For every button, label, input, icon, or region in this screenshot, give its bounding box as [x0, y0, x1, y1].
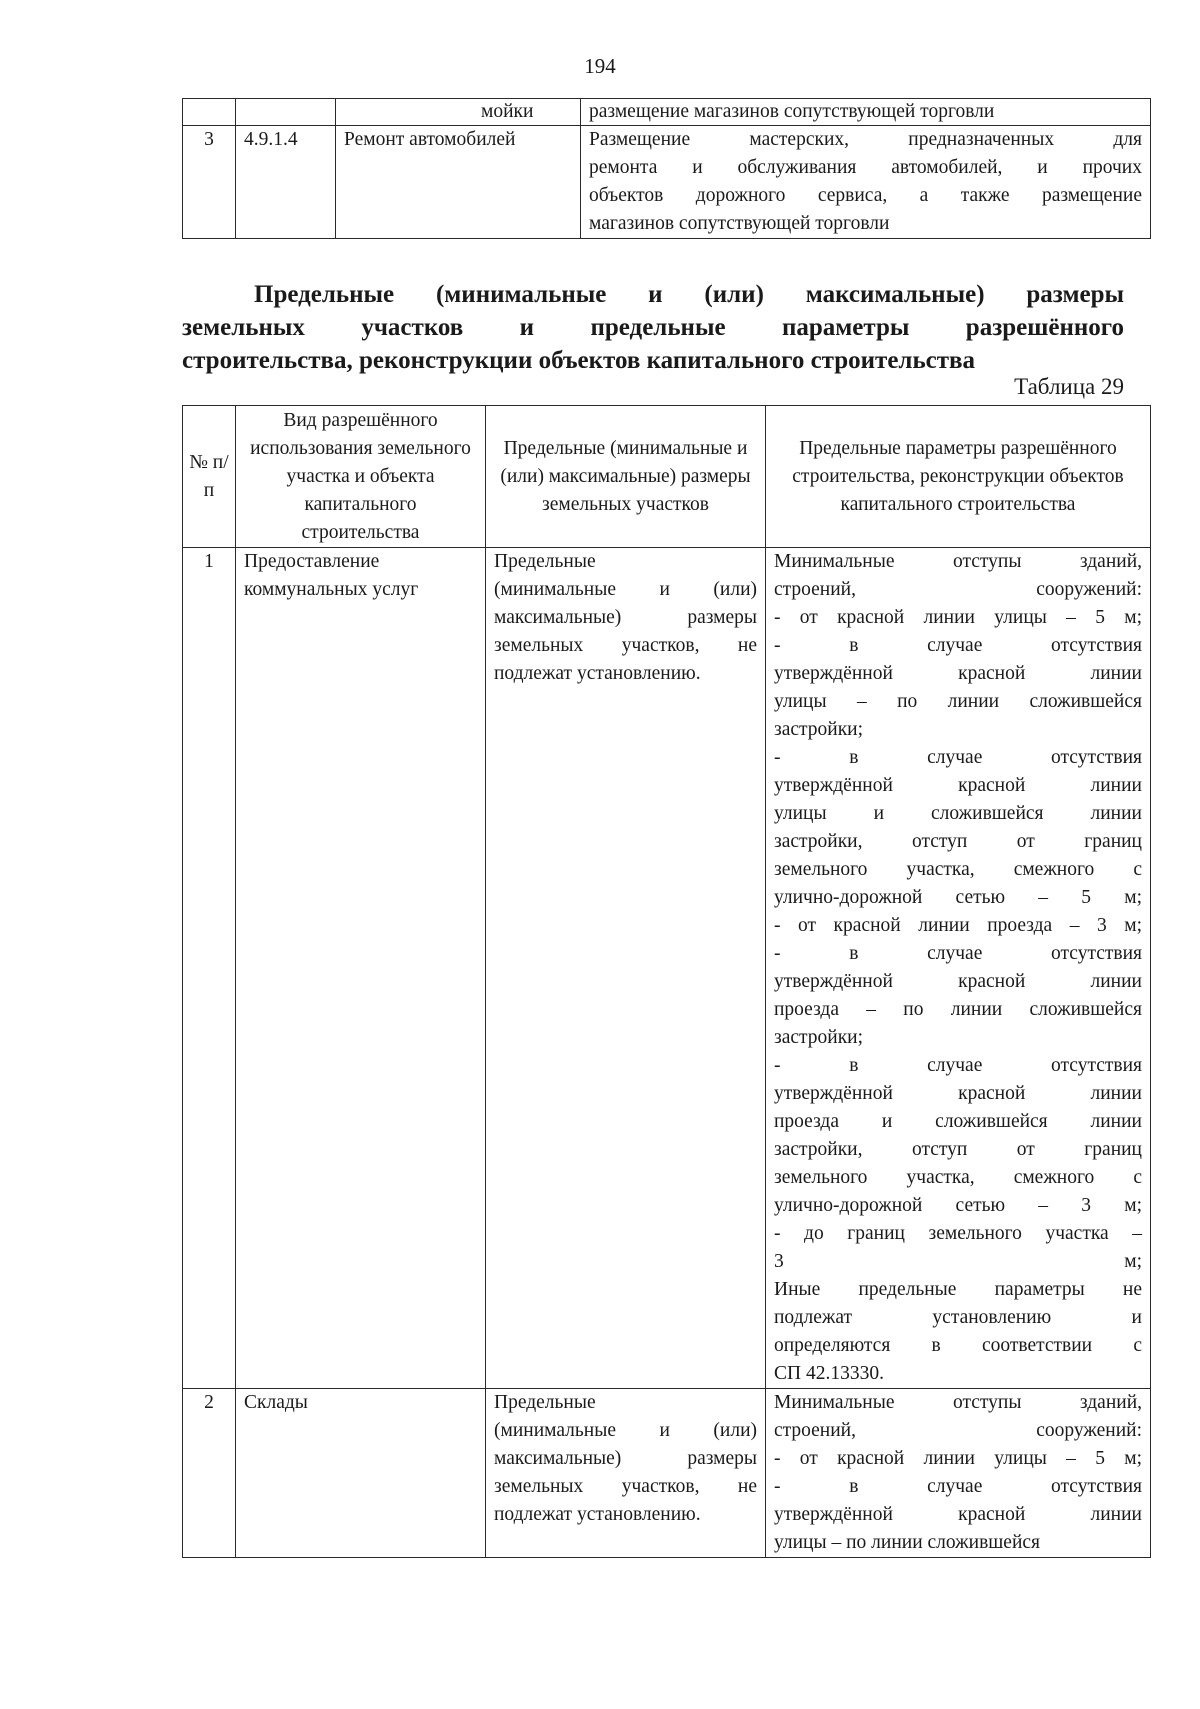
row-build-params	[766, 1389, 1151, 1558]
page-number: 194	[584, 54, 616, 78]
row-plot-size	[486, 1389, 766, 1558]
row-build-params-line: 3 м;	[774, 1251, 1142, 1272]
row-build-params-line: СП 42.13330.	[774, 1363, 884, 1384]
row-plot-size-line: подлежат установлению.	[494, 1504, 701, 1525]
row-build-params-line: проезда и сложившейся линии	[774, 1111, 1142, 1132]
row-desc-line: размещение магазинов сопутствующей торговли	[589, 101, 995, 122]
row-build-params-line: определяются в соответствии с	[774, 1335, 1142, 1356]
row-plot-size-line: земельных участков, не	[494, 1476, 757, 1497]
row-build-params-line: Минимальные отступы зданий,	[774, 551, 1142, 572]
row-plot-size-line: подлежат установлению.	[494, 663, 701, 684]
row-desc	[581, 126, 1151, 239]
row-build-params-line: - в случае отсутствия	[774, 635, 1142, 656]
row-desc-line: объектов дорожного сервиса, а также размещение	[589, 185, 1142, 206]
row-use-type-line: коммунальных услуг	[244, 579, 419, 600]
row-build-params-line: застройки;	[774, 719, 864, 740]
row-build-params-line: - от красной линии улицы – 5 м;	[774, 1448, 1142, 1469]
section-heading	[182, 278, 1124, 377]
row-name: Ремонт автомобилей	[336, 126, 581, 239]
row-build-params-line: - до границ земельного участка –	[774, 1223, 1142, 1244]
row-desc-line: ремонта и обслуживания автомобилей, и прочих	[589, 157, 1142, 178]
header-num: № п/п	[183, 406, 236, 548]
row-build-params-line: утверждённой красной линии	[774, 663, 1142, 684]
row-build-params-line: улично-дорожной сетью – 5 м;	[774, 887, 1142, 908]
row-desc-line: магазинов сопутствующей торговли	[589, 213, 890, 234]
row-num: 2	[183, 1389, 236, 1558]
table-row	[183, 126, 1151, 239]
row-name: мойки	[336, 99, 581, 126]
row-code	[236, 99, 336, 126]
table-label: Таблица 29	[1014, 374, 1124, 399]
header-build-params: Предельные параметры разрешённого строительства, реконструкции объектов капитального строительства	[766, 406, 1151, 548]
row-use-type-line: Склады	[244, 1392, 308, 1413]
row-build-params-line: улицы – по линии сложившейся	[774, 1532, 1041, 1553]
row-use-type	[236, 548, 486, 1389]
table-top	[182, 98, 1151, 239]
table-row	[183, 548, 1151, 1389]
row-desc	[581, 99, 1151, 126]
row-build-params-line: улично-дорожной сетью – 3 м;	[774, 1195, 1142, 1216]
heading-line: земельных участков и предельные параметры разрешённого	[182, 314, 1124, 341]
heading-line: строительства, реконструкции объектов капитального строительства	[182, 347, 976, 374]
table-main	[182, 405, 1151, 1558]
row-build-params-line: утверждённой красной линии	[774, 1504, 1142, 1525]
row-build-params-line: земельного участка, смежного с	[774, 1167, 1142, 1188]
row-build-params-line: утверждённой красной линии	[774, 775, 1142, 796]
row-build-params-line: улицы и сложившейся линии	[774, 803, 1142, 824]
row-build-params-line: проезда – по линии сложившейся	[774, 999, 1142, 1020]
row-num	[183, 99, 236, 126]
row-build-params-line: строений, сооружений:	[774, 1420, 1142, 1441]
row-build-params-line: - от красной линии улицы – 5 м;	[774, 607, 1142, 628]
row-build-params-line: земельного участка, смежного с	[774, 859, 1142, 880]
row-build-params-line: утверждённой красной линии	[774, 971, 1142, 992]
row-num: 3	[183, 126, 236, 239]
table-header-row	[183, 406, 1151, 548]
header-use-type: Вид разрешённого использования земельного участка и объекта капитального строительства	[236, 406, 486, 548]
row-num: 1	[183, 548, 236, 1389]
row-plot-size	[486, 548, 766, 1389]
row-plot-size-line: Предельные	[494, 551, 596, 572]
row-plot-size-line: максимальные) размеры	[494, 1448, 757, 1469]
row-use-type	[236, 1389, 486, 1558]
row-build-params-line: - в случае отсутствия	[774, 943, 1142, 964]
row-desc-line: Размещение мастерских, предназначенных для	[589, 129, 1142, 150]
row-plot-size-line: (минимальные и (или)	[494, 579, 757, 600]
row-code: 4.9.1.4	[236, 126, 336, 239]
row-use-type-line: Предоставление	[244, 551, 380, 572]
heading-line: Предельные (минимальные и (или) максимальные) размеры	[254, 281, 1124, 308]
row-plot-size-line: (минимальные и (или)	[494, 1420, 757, 1441]
row-build-params-line: строений, сооружений:	[774, 579, 1142, 600]
row-build-params-line: - в случае отсутствия	[774, 747, 1142, 768]
row-build-params-line: - в случае отсутствия	[774, 1055, 1142, 1076]
row-plot-size-line: максимальные) размеры	[494, 607, 757, 628]
header-plot-size: Предельные (минимальные и (или) максимальные) размеры земельных участков	[486, 406, 766, 548]
row-build-params-line: застройки;	[774, 1027, 864, 1048]
row-build-params-line: утверждённой красной линии	[774, 1083, 1142, 1104]
row-build-params-line: застройки, отступ от границ	[774, 1139, 1142, 1160]
row-build-params-line: застройки, отступ от границ	[774, 831, 1142, 852]
row-build-params-line: подлежат установлению и	[774, 1307, 1142, 1328]
row-build-params-line: Минимальные отступы зданий,	[774, 1392, 1142, 1413]
row-build-params	[766, 548, 1151, 1389]
row-build-params-line: - в случае отсутствия	[774, 1476, 1142, 1497]
table-row	[183, 1389, 1151, 1558]
row-plot-size-line: Предельные	[494, 1392, 596, 1413]
row-build-params-line: улицы – по линии сложившейся	[774, 691, 1142, 712]
table-row	[183, 99, 1151, 126]
row-build-params-line: - от красной линии проезда – 3 м;	[774, 915, 1142, 936]
row-plot-size-line: земельных участков, не	[494, 635, 757, 656]
row-build-params-line: Иные предельные параметры не	[774, 1279, 1142, 1300]
